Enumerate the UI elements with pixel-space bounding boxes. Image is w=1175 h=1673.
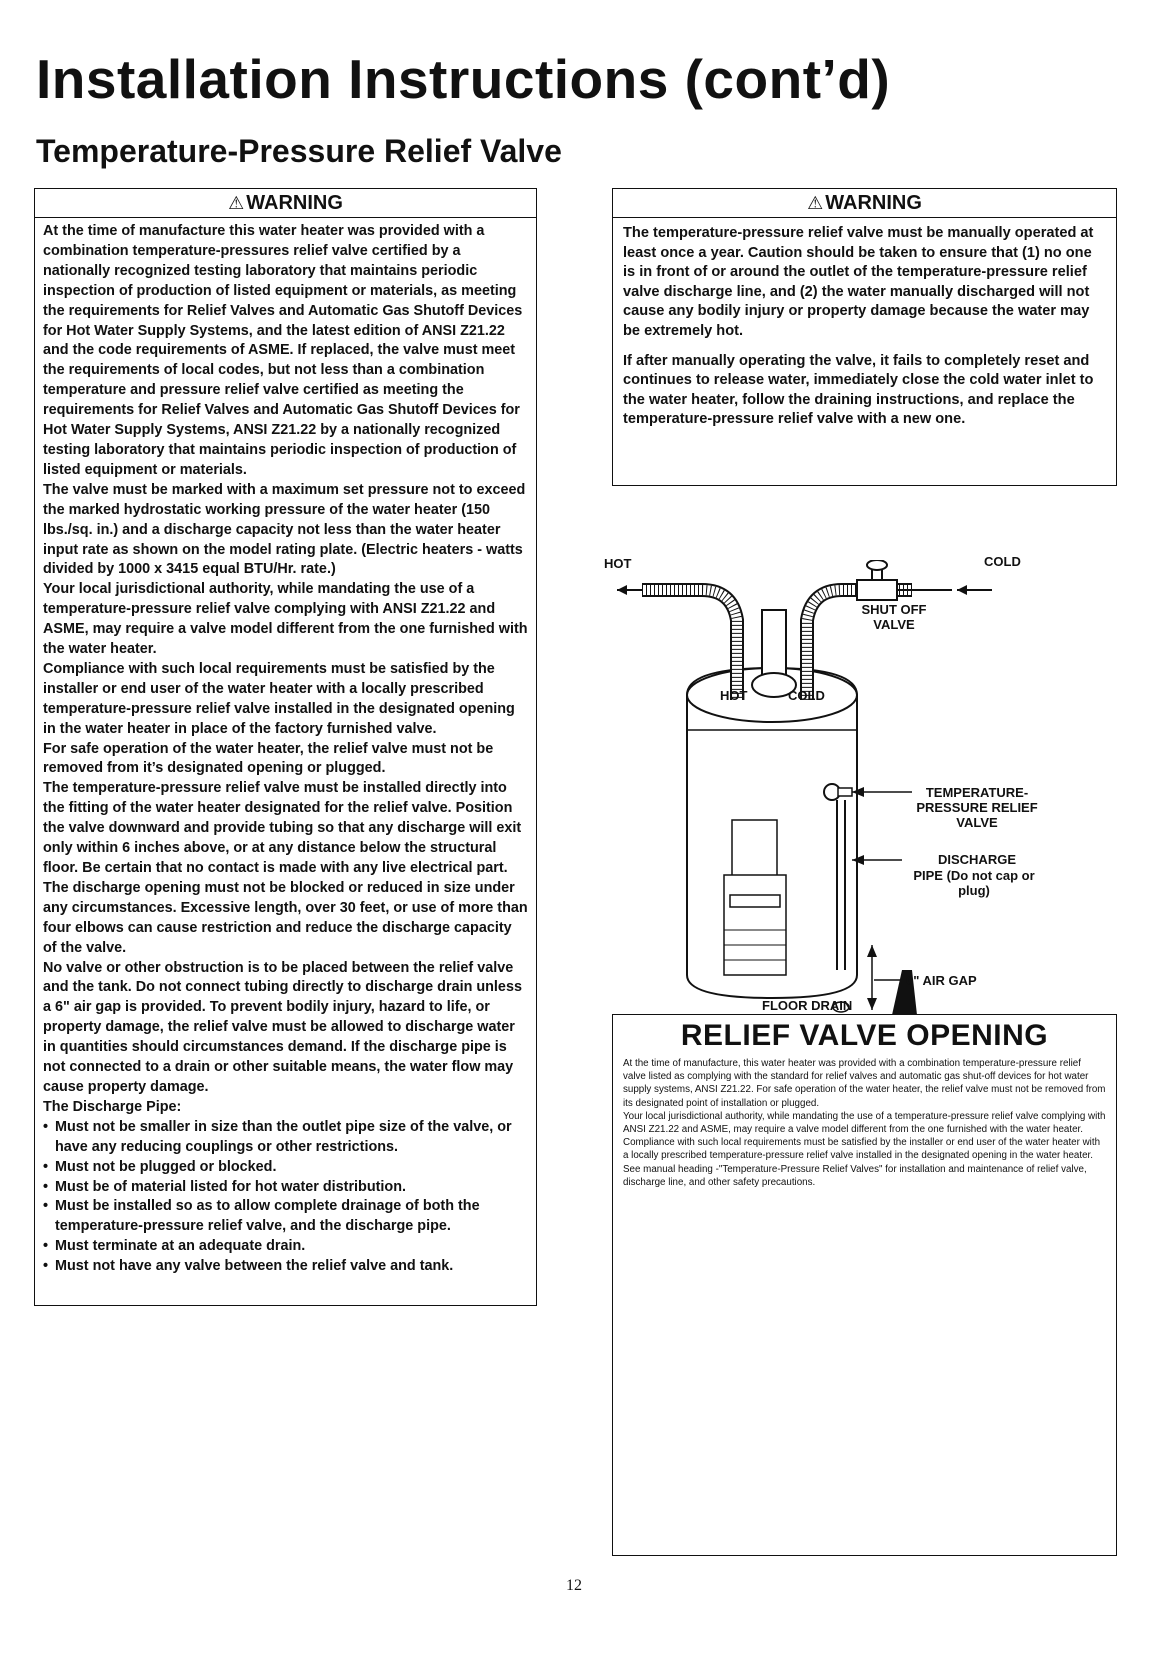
paragraph: See manual heading -"Temperature-Pressure Relief Valves" for installation and maintenance of relief valve, discharge line, and other safety precautions. [623,1163,1087,1188]
paragraph: Compliance with such local requirements must be satisfied by the installer or end user of the water heater with a locally prescribed temperature-pressure relief valve installed in the designated opening in the water heater in place of the factory furnished valve. [43,660,515,737]
paragraph: The temperature-pressure relief valve must be manually operated at least once a year. Caution should be taken to ensure that (1) no one is in front of or around the outlet of the temperature-pressure relief valve discharge line, and (2) the water manually discharged will not cause any bodily injury or property damage because the water may be extremely hot. [623,225,1094,339]
relief-valve-box [612,1014,1117,1556]
right-warning-box [612,188,1117,486]
paragraph: Compliance with such local requirements must be satisfied by the installer or end user of the water heater with a locally prescribed temperature-pressure relief valve installed in the designated opening in the water heater. [623,1137,1101,1162]
section-subtitle: Temperature-Pressure Relief Valve [36,133,562,169]
page-number: 12 [566,1577,582,1594]
tank-hot-label: HOT [720,688,748,703]
relief-valve-title: RELIEF VALVE OPENING [680,1019,1049,1052]
list-item: • Must be installed so as to allow complete drainage of both the temperature-pressure relief valve, and the discharge pipe. [43,1197,529,1237]
list-item: • Must not be smaller in size than the outlet pipe size of the valve, or have any reducing couplings or other restrictions. [43,1118,529,1158]
cold-label: COLD [984,554,1021,569]
hot-label: HOT [604,556,632,571]
shutoff-valve-label: SHUT OFF VALVE [861,602,927,632]
paragraph: No valve or other obstruction is to be placed between the relief valve and the tank. Do not connect tubing directly to discharge drain unless a 6" air gap is provided. To prevent bodily injury, hazard to life, or property damage, the relief valve must be allowed to discharge water in quantities should circumstances demand. If the discharge pipe is not connected to a drain or other suitable means, the water flow may cause property damage. [43,959,522,1095]
list-item: • Must not be plugged or blocked. [43,1158,529,1178]
paragraph: The Discharge Pipe: [43,1098,182,1115]
air-gap-label: 6" AIR GAP [906,973,977,988]
paragraph: The valve must be marked with a maximum set pressure not to exceed the marked hydrostatic working pressure of the water heater (150 lbs./sq. in.) and a discharge capacity not less than the water heater input rate as shown on the model rating plate. (Electric heaters - watts divided by 1000 x 3415 equal BTU/Hr. rate.) [43,481,526,578]
warning-triangle-icon: ⚠ [228,193,245,213]
water-heater-diagram [604,554,1117,1015]
paragraph: Your local jurisdictional authority, while mandating the use of a temperature-pressure relief valve complying with ANSI Z21.22 and ASME, may require a valve model different from the one furnished with the water heater. [43,581,528,658]
warning-body [43,222,529,1277]
paragraph: The temperature-pressure relief valve must be installed directly into the fitting of the water heater designated for the relief valve. Position the valve downward and provide tubing so that any discharge will exit only within 6 inches above, or at any distance below the structural floor. Be certain that no contact is made with any live electrical part. The discharge opening must not be blocked or reduced in size under any circumstances. Excessive length, over 30 feet, or use of more than four elbows can cause restriction and reduce the discharge capacity of the valve. [43,780,528,956]
list-item: • Must terminate at an adequate drain. [43,1237,529,1257]
warning-triangle-icon: ⚠ [807,193,824,213]
discharge-label: DISCHARGE [937,852,1016,867]
list-item: • Must be of material listed for hot water distribution. [43,1178,529,1198]
discharge-pipe-list [43,1118,529,1277]
floor-drain-label: FLOOR DRAIN [762,998,853,1013]
warning-header: ⚠ WARNING [35,189,536,218]
relief-valve-body [623,1057,1106,1189]
paragraph: At the time of manufacture, this water heater was provided with a combination temperature-pressure relief valve listed as complying with the standard for relief valves and automatic gas shut-off devices for hot water supply systems, ANSI Z21.22. For safe operation of the water heater, the relief valve must not be removed from its designated point of installation or plugged. [623,1058,1106,1109]
warning-body [623,224,1106,430]
tank-cold-label: COLD [788,688,825,703]
paragraph: If after manually operating the valve, it fails to completely reset and continues to release water, immediately close the cold water inlet to the water heater, follow the draining instructions, and replace the temperature-pressure relief valve with a new one. [623,352,1094,428]
warning-header: ⚠ WARNING [613,189,1116,218]
paragraph: At the time of manufacture this water heater was provided with a combination temperature-pressures relief valve certified by a nationally recognized testing laboratory that maintains periodic inspection of production of listed equipment or materials, as meeting the requirements for Relief Valves and Automatic Gas Shutoff Devices for Hot Water Supply Systems, and the latest edition of ANSI Z21.22 and the code requirements of ASME. If replaced, the valve must meet the requirements of local codes, but not less than a combination temperature and pressure relief valve certified as meeting the requirements for Relief Valves and Automatic Gas Shutoff Devices for Hot Water Supply Systems, ANSI Z21.22 by a nationally recognized testing laboratory that maintains periodic inspection of production of listed equipment or materials. [43,223,523,478]
paragraph: Your local jurisdictional authority, while mandating the use of a temperature-pressure relief valve complying with ANSI Z21.22 and ASME, may require a valve model different from the one furnished with the water heater. [623,1110,1106,1136]
paragraph: For safe operation of the water heater, the relief valve must not be removed from it’s designated opening or plugged. [43,740,494,777]
tp-valve-label: TEMPERATURE-PRESSURE RELIEF VALVE [916,785,1038,830]
list-item: • Must not have any valve between the relief valve and tank. [43,1257,529,1277]
left-warning-box [34,188,537,1306]
page-title: Installation Instructions (cont’d) [36,48,891,110]
discharge-note-label: PIPE (Do not cap or plug) [913,868,1035,898]
